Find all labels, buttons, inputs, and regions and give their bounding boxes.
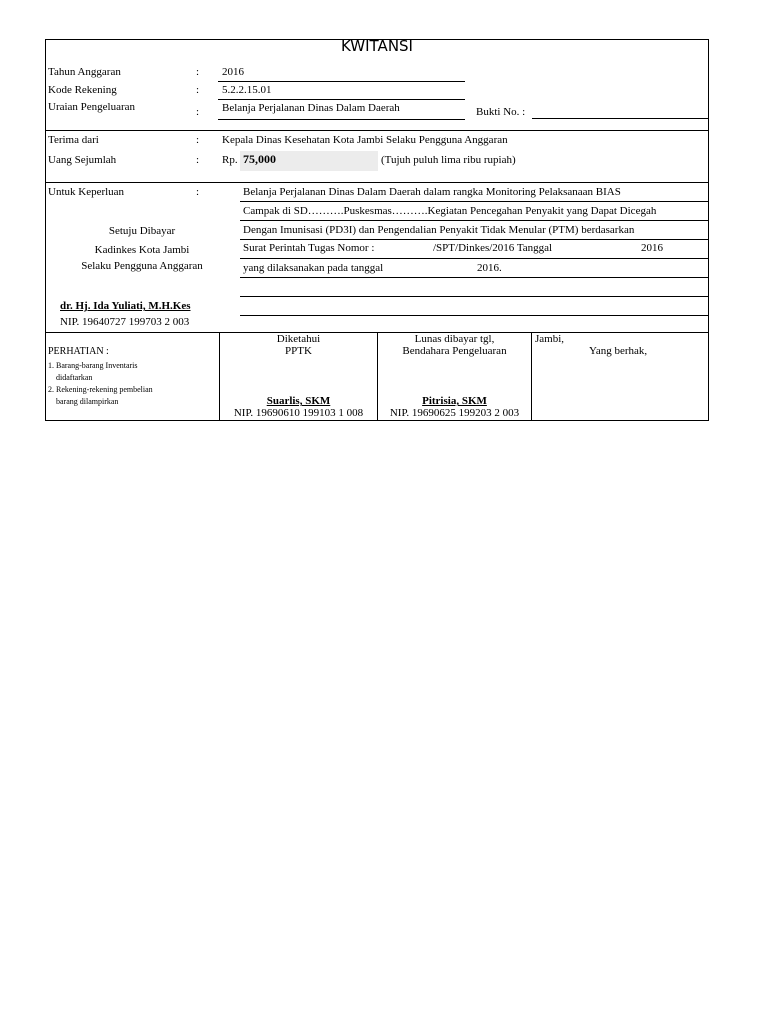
- tahun-colon: :: [196, 66, 200, 78]
- uraian-value: Belanja Perjalanan Dinas Dalam Daerah: [222, 102, 400, 114]
- purpose-rule-6: [240, 296, 709, 297]
- purpose-rule-7: [240, 315, 709, 316]
- purpose-line-2: Campak di SD……….Puskesmas……….Kegiatan Pencegahan Penyakit yang Dapat Dicegah: [243, 205, 657, 217]
- page-title: KWITANSI: [341, 37, 413, 55]
- tahun-value: 2016: [222, 66, 244, 78]
- pptk-name: Suarlis, SKM: [266, 395, 331, 407]
- perhatian-title: PERHATIAN :: [48, 346, 109, 357]
- date-year: 2016.: [477, 262, 502, 274]
- bendahara-nip: NIP. 19690625 199203 2 003: [389, 407, 520, 419]
- purpose-line-3: Dengan Imunisasi (PD3I) dan Pengendalian Penyakit Tidak Menular (PTM) berdasarkan: [243, 224, 635, 236]
- rp-label: Rp.: [222, 154, 238, 166]
- keperluan-colon: :: [196, 186, 200, 198]
- uang-label: Uang Sejumlah: [48, 154, 117, 166]
- spt-prefix: Surat Perintah Tugas Nomor :: [243, 242, 375, 254]
- terima-colon: :: [196, 134, 200, 146]
- divider-header: [45, 130, 709, 131]
- spt-year: 2016: [641, 242, 663, 254]
- approver-nip: NIP. 19640727 199703 2 003: [60, 316, 190, 328]
- uraian-label: Uraian Pengeluaran: [48, 101, 136, 113]
- yang-berhak-label: Yang berhak,: [589, 345, 648, 357]
- note-1a: 1. Barang-barang Inventaris: [48, 361, 138, 370]
- purpose-rule-2: [240, 220, 709, 221]
- purpose-rule-3: [240, 239, 709, 240]
- bendahara-name: Pitrisia, SKM: [422, 395, 487, 407]
- terima-label: Terima dari: [48, 134, 99, 146]
- terima-value: Kepala Dinas Kesehatan Kota Jambi Selaku Pengguna Anggaran: [222, 134, 508, 146]
- note-2b: barang dilampirkan: [56, 397, 119, 406]
- uraian-underline: [218, 119, 465, 120]
- jambi-label: Jambi,: [535, 333, 565, 345]
- purpose-rule-1: [240, 201, 709, 202]
- bukti-underline: [532, 118, 709, 119]
- kode-label: Kode Rekening: [48, 84, 117, 96]
- purpose-rule-5: [240, 277, 709, 278]
- tahun-underline: [218, 81, 465, 82]
- bendahara-line-2: Bendahara Pengeluaran: [402, 345, 507, 357]
- keperluan-label: Untuk Keperluan: [48, 186, 125, 198]
- purpose-rule-4: [240, 258, 709, 259]
- bendahara-line-1: Lunas dibayar tgl,: [414, 333, 495, 345]
- approver-position-2: Selaku Pengguna Anggaran: [81, 260, 203, 272]
- pptk-line-2: PPTK: [285, 345, 312, 357]
- footer-col-sep-3: [531, 332, 532, 421]
- purpose-line-1: Belanja Perjalanan Dinas Dalam Daerah dalam rangka Monitoring Pelaksanaan BIAS: [243, 186, 621, 198]
- kode-value: 5.2.2.15.01: [222, 84, 272, 96]
- setuju-text: Setuju Dibayar: [108, 225, 176, 237]
- amount-value: 75,000: [243, 152, 276, 166]
- amount-words: (Tujuh puluh lima ribu rupiah): [381, 154, 516, 166]
- tahun-label: Tahun Anggaran: [48, 66, 121, 78]
- kode-colon: :: [196, 84, 200, 96]
- spt-number: /SPT/Dinkes/2016 Tanggal: [433, 242, 553, 254]
- bukti-label: Bukti No. :: [476, 106, 526, 118]
- uraian-colon: :: [196, 106, 200, 118]
- pptk-line-1: Diketahui: [276, 333, 321, 345]
- approver-position-1: Kadinkes Kota Jambi: [94, 244, 190, 256]
- uang-colon: :: [196, 154, 200, 166]
- note-2a: 2. Rekening-rekening pembelian: [48, 385, 153, 394]
- date-text: yang dilaksanakan pada tanggal: [243, 262, 384, 274]
- pptk-nip: NIP. 19690610 199103 1 008: [233, 407, 364, 419]
- kode-underline: [218, 99, 465, 100]
- approver-name: dr. Hj. Ida Yuliati, M.H.Kes: [60, 300, 191, 312]
- note-1b: didaftarkan: [56, 373, 93, 382]
- divider-payment: [45, 182, 709, 183]
